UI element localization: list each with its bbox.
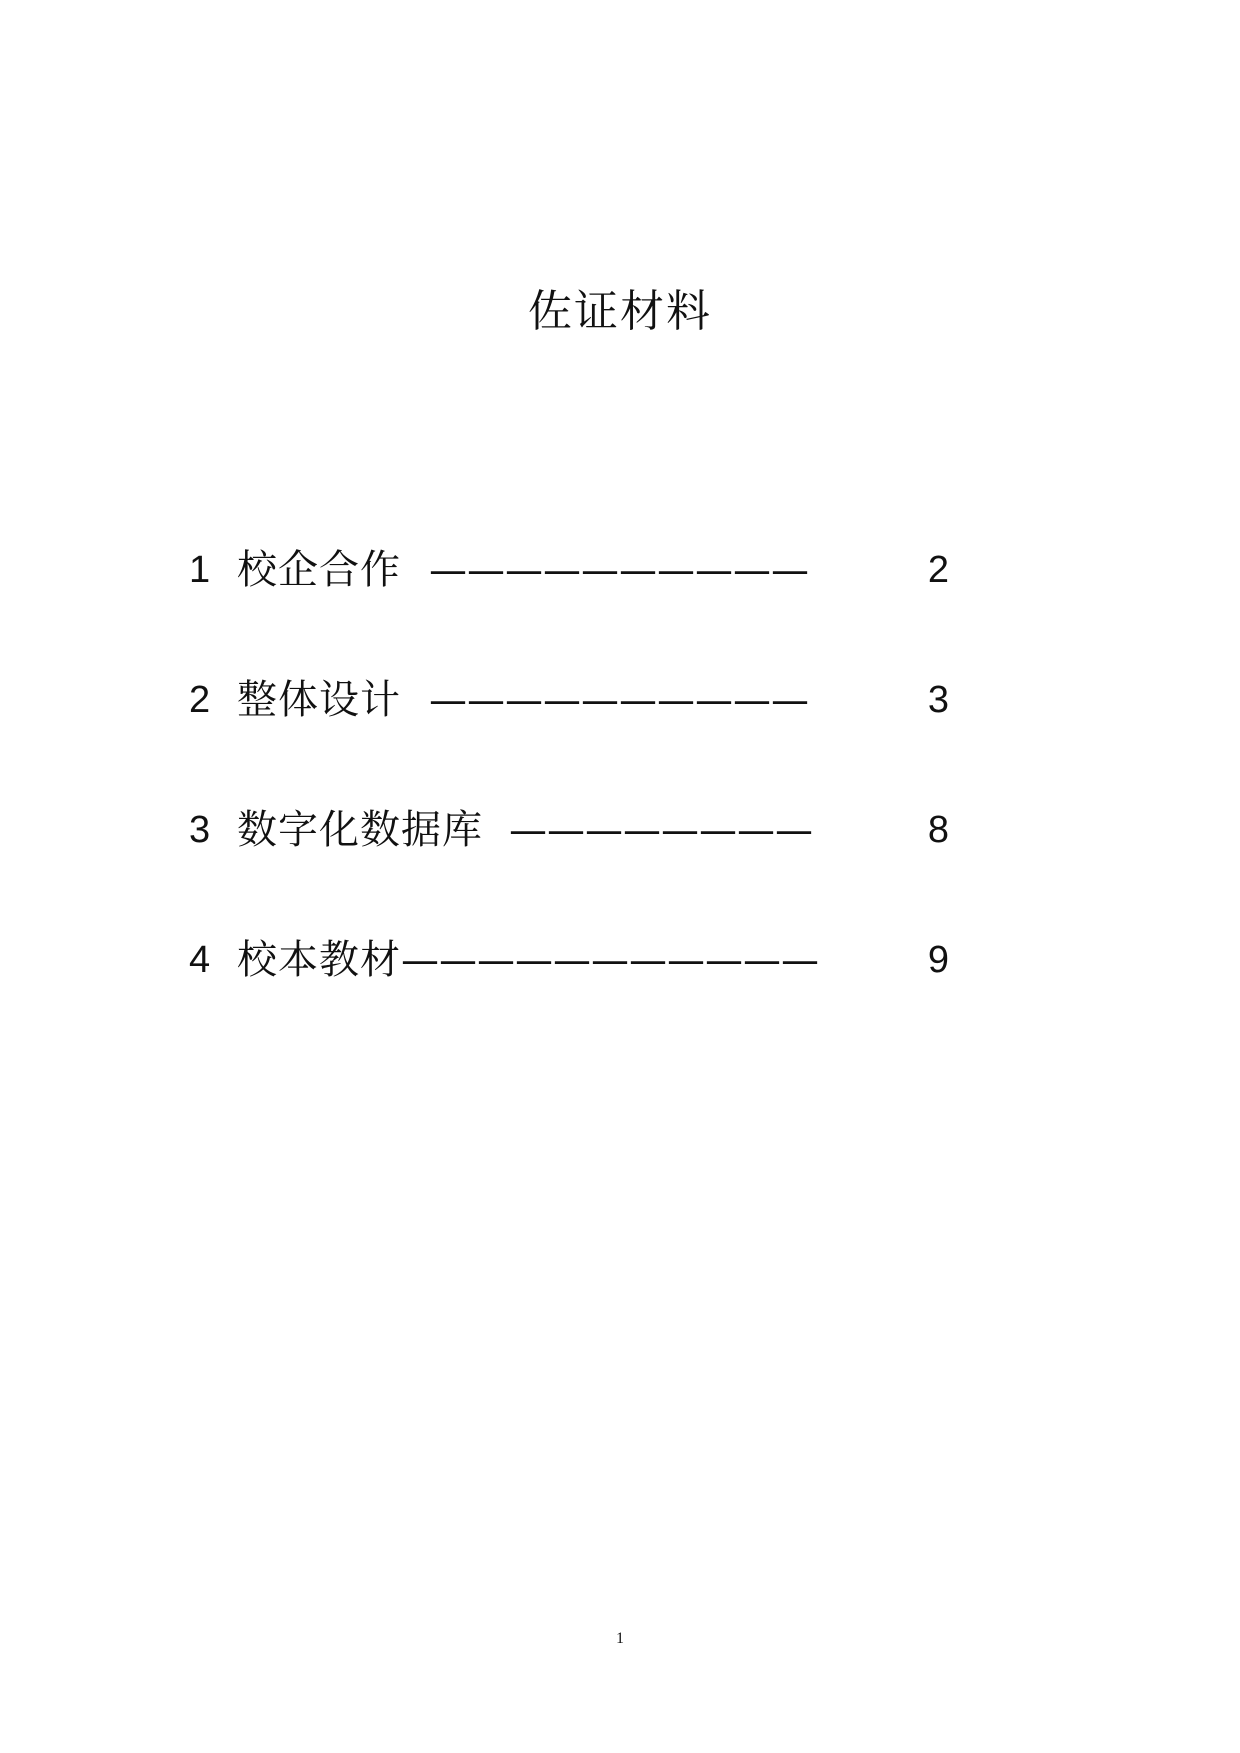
toc-entry-3	[189, 800, 949, 860]
toc-entry-page: 8	[927, 809, 949, 851]
toc-entry-number: 2	[189, 679, 211, 721]
toc-entry-4	[189, 930, 949, 990]
toc-entry-number: 1	[189, 549, 211, 591]
toc-leader-dashes: ——————————	[429, 548, 809, 592]
page-number: 1	[616, 1630, 624, 1647]
toc-leader-dashes: ——————————	[429, 678, 809, 722]
toc-leader-dashes: ————————	[509, 808, 813, 852]
toc-entry-2	[189, 670, 949, 730]
toc-entry-label: 校本教材	[237, 937, 401, 983]
toc-entry-page: 2	[927, 549, 949, 591]
toc-entry-page: 9	[927, 939, 949, 981]
toc-entry-label: 校企合作	[237, 547, 401, 593]
toc-entry-page: 3	[927, 679, 949, 721]
page-title: 佐证材料	[528, 286, 712, 337]
toc-entry-1	[189, 540, 949, 600]
toc-entry-number: 3	[189, 809, 211, 851]
toc-entry-number: 4	[189, 939, 211, 981]
toc-entry-label: 整体设计	[237, 677, 401, 723]
toc-entry-label: 数字化数据库	[237, 807, 483, 853]
toc-leader-dashes: ———————————	[401, 938, 819, 982]
